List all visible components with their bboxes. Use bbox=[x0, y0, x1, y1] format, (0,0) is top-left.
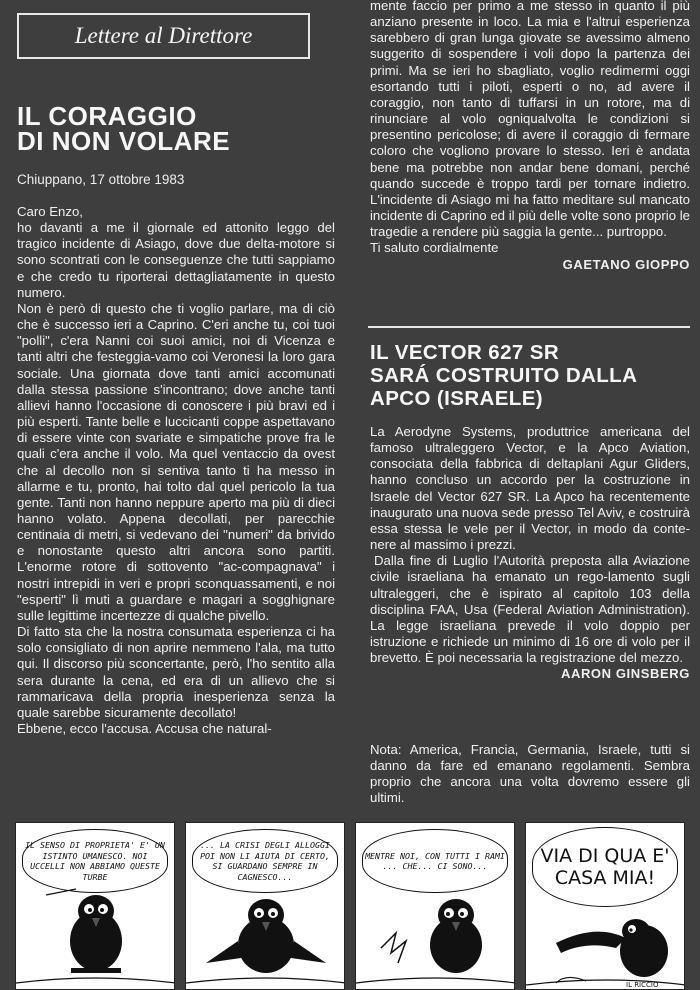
letter-paragraph-4-continued: mente faccio per primo a me stesso in quanto il più anziano presente in loco. La mia e l'altrui esperienza sarebbero di gran lunga giovate se avessimo almeno suggerito di sospendere i voli dopo la partenza dei primi. Ma se ieri ho sbagliato, voglio redimermi oggi esortando tutti i piloti, esperti o no, ad avere il coraggio, non tanto di tuffarsi in un rotore, ma di rinunciare al volo ogniqualvolta le condizioni si presentino pericolose; di avere il coraggio di fermare coloro che vogliono provare lo stesso. Ieri è andata bene ma potrebbe non andar bene domani, perché quando succede è troppo tardi per tornare indietro. L'incidente di Asiago mi ha fatto meditare sul mancato incidente di Caprino ed il più delle volte sono proprio le tragedie a rendere più saggia la gente... purtroppo. bbox=[370, 0, 690, 240]
article-signature: AARON GINSBERG bbox=[560, 666, 690, 682]
letter-paragraph-3: Di fatto sta che la nostra consumata esperienza ci ha solo consigliato di non aprire nemmeno l'ala, ma tutto qui. Il discorso più sconcertante, però, l'ho sentito alla sera durante la cena, ed era di un allievo che si rammaricava della propria inesperienza senza la quale sarebbe sicuramente decollato! bbox=[17, 624, 335, 720]
letter-paragraph-1: ho davanti a me il giornale ed attonito leggo del tragico incidente di Asiago, dove due delta-motore si sono scontrati con le conseguenze che tutti sappiamo e che credo tu riporterai dettagliatamente in questo numero. bbox=[17, 220, 335, 300]
crow-illustration-3 bbox=[356, 823, 515, 990]
letter-title bbox=[17, 101, 337, 156]
letter-dateline: Chiuppano, 17 ottobre 1983 bbox=[17, 172, 185, 187]
section-title: Lettere al Direttore bbox=[74, 23, 253, 48]
letter-body-left bbox=[17, 204, 335, 737]
article-note bbox=[370, 742, 690, 807]
letter-title-line-1: IL CORAGGIO bbox=[17, 101, 197, 131]
crow-illustration-1 bbox=[16, 823, 175, 990]
letter-paragraph-4: Ebbene, ecco l'accusa. Accusa che natural- bbox=[17, 721, 272, 736]
letter-title-line-2: DI NON VOLARE bbox=[17, 126, 231, 156]
comic-panel-2 bbox=[185, 822, 345, 990]
article-paragraph-2: Dalla fine di Luglio l'Autorità preposta alla Aviazione civile israeliana ha emanato un rego-lamento sugli ultraleggeri, che è ispirato al capitolo 103 della disciplina FAA, Usa (Federal Aviation Administration). La legge israeliana prevede il volo doppio per istruzione e richiede un minimo di 16 ore di volo per il brevetto. È poi necessaria la registrazione del mezzo. bbox=[370, 553, 690, 666]
article-title bbox=[370, 341, 695, 410]
comic-panel-3-text: MENTRE NOI, CON TUTTI I RAMI ... CHE... CI SONO... bbox=[365, 850, 505, 871]
section-divider bbox=[368, 326, 690, 328]
comic-panel-3 bbox=[355, 822, 515, 990]
comic-panel-4-text: VIA DI QUA E' CASA MIA! bbox=[540, 845, 670, 889]
comic-panel-2-text: ... LA CRISI DEGLI ALLOGGI POI NON LI AIUTA DI CERTO, SI GUARDANO SEMPRE IN CAGNESCO... bbox=[200, 840, 330, 882]
letter-signature: GAETANO GIOPPO bbox=[562, 256, 690, 272]
crow-illustration-4 bbox=[526, 823, 685, 990]
article-title-line-1: IL VECTOR 627 SR bbox=[370, 341, 560, 364]
article-title-line-2: SARÁ COSTRUITO DALLA bbox=[370, 364, 638, 387]
article-note-text: Nota: America, Francia, Germania, Israele, tutti si danno da fare ed emanano regolamenti. Sembra proprio che ancora una volta dovremo essere gli ultimi. bbox=[370, 742, 690, 806]
comic-panel-1-text: IL SENSO DI PROPRIETA' E' UN ISTINTO UMANESCO. NOI UCCELLI NON ABBIAMO QUESTE TURBE bbox=[25, 840, 165, 882]
letter-paragraph-2: Non è però di questo che ti voglio parlare, ma di ciò che è successo ieri a Caprino. C'eri anche tu, coi tuoi "polli", c'era Nanni coi suoi amici, noi di Vicenza e tanti altri che festeggia-vamo coi Veronesi la loro gara sociale. Una giornata dove tanti amici accomunati dalla stessa passione s'incontrano; dove anche tanti allievi hanno l'occasione di conoscere i più bravi ed i più esperti. Tante belle e luccicanti coppe aspettavano di essere vinte con svariate e simpatiche prove fra le quali c'era anche il volo. Ma quel ventaccio da ovest che al decollo non si sentiva tanto ti ha messo in allarme e tu, pronto, hai tolto dal quel pericolo la tua gente. Tanti non hanno neppure aperto ma più di dieci hanno volato. Appena decollati, per parecchie centinaia di metri, si vedevano dei "numeri" da brivido e nonostante questo altri ancora sono partiti. L'enorme rotore di sottovento "ac-compagnava" i nostri intrepidi in veri e propri sconquassamenti, e noi "esperti" lì muti a guardare e magari a sogghignare sulle legittime incertezze di qualche pivello. bbox=[17, 300, 335, 623]
section-header-box bbox=[17, 13, 310, 59]
article-paragraph-1: La Aerodyne Systems, produttrice americana del famoso ultraleggero Vector, e la Apco Aviation, consociata della fabbrica di deltaplani Agur Gliders, hanno concluso un accordo per la costruzione in Israele del Vector 627 SR. La Apco ha recentemente inaugurato una nuova sede presso Tel Aviv, e costruirà essa stessa le vele per il Vector, in modo da conte-nere al massimo i prezzi. bbox=[370, 424, 690, 553]
comic-panel-4 bbox=[525, 822, 685, 990]
letter-body-right bbox=[370, 0, 690, 273]
comic-panel-1 bbox=[15, 822, 175, 990]
article-title-line-3: APCO (ISRAELE) bbox=[370, 387, 544, 410]
letter-closing: Ti saluto cordialmente bbox=[370, 240, 499, 256]
letter-salutation: Caro Enzo, bbox=[17, 204, 83, 219]
article-body bbox=[370, 424, 690, 683]
comic-strip bbox=[15, 822, 687, 990]
artist-signature: IL RICCIO bbox=[626, 981, 659, 989]
crow-illustration-2 bbox=[186, 823, 345, 990]
